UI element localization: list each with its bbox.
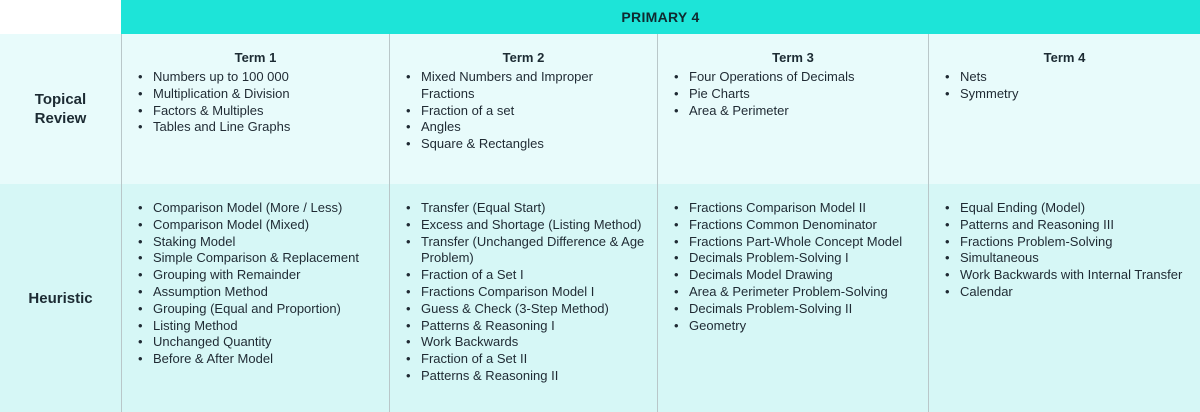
term-title: Term 2 [502,50,545,65]
topic-list [412,69,647,153]
heuristic-list [680,200,918,334]
list-item: • Symmetry [951,86,1190,103]
row-label-text: Heuristic [28,289,93,307]
list-item: • Multiplication & Division [144,86,379,103]
list-item: • Patterns & Reasoning I [412,318,647,335]
row-label-text: Topical Review [34,91,87,127]
topic-list [951,69,1190,103]
table-corner [0,0,121,34]
row-label-heuristic [0,184,121,412]
list-item: • Staking Model [144,234,379,251]
list-item: • Factors & Multiples [144,103,379,120]
list-item: • Mixed Numbers and Improper Fractions [412,69,647,103]
list-item: • Fractions Comparison Model I [412,284,647,301]
heuristic-list [412,200,647,385]
topical-term-2-cell [389,34,657,184]
list-item: • Comparison Model (Mixed) [144,217,379,234]
heuristic-term-3-cell [657,184,928,412]
list-item: • Patterns and Reasoning III [951,217,1190,234]
header-title: PRIMARY 4 [621,9,700,25]
list-item: • Pie Charts [680,86,918,103]
list-item: • Fractions Part-Whole Concept Model [680,234,918,251]
heuristic-list [144,200,379,368]
list-item: • Tables and Line Graphs [144,119,379,136]
list-item: • Fraction of a Set II [412,351,647,368]
table-header-banner [121,0,1200,34]
topical-term-3-cell [657,34,928,184]
topical-term-4-cell [928,34,1200,184]
list-item: • Square & Rectangles [412,136,647,153]
row-label-topical-review [0,34,121,184]
topic-list [144,69,379,136]
heuristic-term-4-cell [928,184,1200,412]
list-item: • Fractions Common Denominator [680,217,918,234]
list-item: • Patterns & Reasoning II [412,368,647,385]
list-item: • Area & Perimeter Problem-Solving [680,284,918,301]
list-item: • Decimals Model Drawing [680,267,918,284]
list-item: • Before & After Model [144,351,379,368]
list-item: • Simple Comparison & Replacement [144,250,379,267]
topic-list [680,69,918,119]
list-item: • Area & Perimeter [680,103,918,120]
heuristic-term-2-cell [389,184,657,412]
list-item: • Nets [951,69,1190,86]
list-item: • Angles [412,119,647,136]
list-item: • Fractions Problem-Solving [951,234,1190,251]
list-item: • Transfer (Equal Start) [412,200,647,217]
term-title: Term 3 [772,50,814,65]
topical-term-1-cell [121,34,389,184]
list-item: • Fraction of a Set I [412,267,647,284]
list-item: • Excess and Shortage (Listing Method) [412,217,647,234]
term-title: Term 1 [234,50,277,65]
list-item: • Listing Method [144,318,379,335]
list-item: • Calendar [951,284,1190,301]
list-item: • Geometry [680,318,918,335]
list-item: • Grouping with Remainder [144,267,379,284]
list-item: • Numbers up to 100 000 [144,69,379,86]
list-item: • Fractions Comparison Model II [680,200,918,217]
list-item: • Assumption Method [144,284,379,301]
list-item: • Work Backwards [412,334,647,351]
list-item: • Equal Ending (Model) [951,200,1190,217]
list-item: • Decimals Problem-Solving II [680,301,918,318]
list-item: • Simultaneous [951,250,1190,267]
list-item: • Fraction of a set [412,103,647,120]
list-item: • Comparison Model (More / Less) [144,200,379,217]
list-item: • Four Operations of Decimals [680,69,918,86]
heuristic-term-1-cell [121,184,389,412]
heuristic-list [951,200,1190,301]
list-item: • Guess & Check (3-Step Method) [412,301,647,318]
term-title: Term 4 [1043,50,1086,65]
list-item: • Decimals Problem-Solving I [680,250,918,267]
list-item: • Unchanged Quantity [144,334,379,351]
list-item: • Grouping (Equal and Proportion) [144,301,379,318]
list-item: • Work Backwards with Internal Transfer [951,267,1190,284]
list-item: • Transfer (Unchanged Difference & Age Problem) [412,234,647,268]
